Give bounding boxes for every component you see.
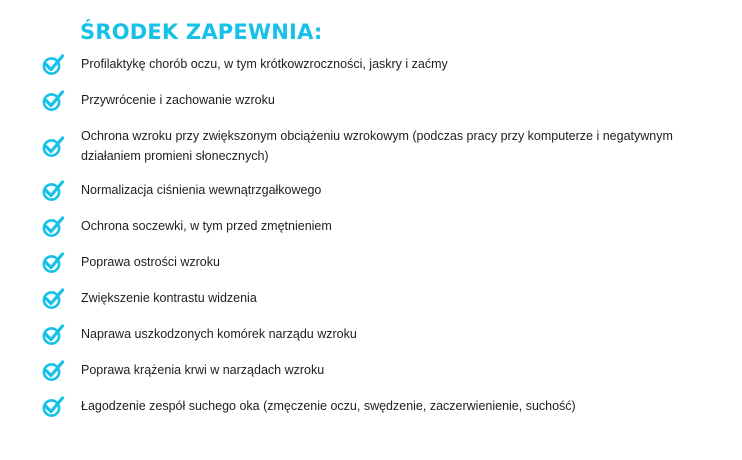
check-circle-icon <box>41 180 65 202</box>
check-circle-icon <box>41 216 65 238</box>
check-circle-icon <box>41 136 65 158</box>
benefit-text: Naprawa uszkodzonych komórek narządu wzroku <box>81 327 357 341</box>
check-circle-icon <box>41 252 65 274</box>
check-circle-icon <box>41 396 65 418</box>
check-circle-icon <box>41 288 65 310</box>
check-circle-icon <box>41 360 65 382</box>
benefit-text: Poprawa krążenia krwi w narządach wzroku <box>81 363 325 377</box>
benefit-text: Przywrócenie i zachowanie wzroku <box>81 93 275 107</box>
benefit-text: Profilaktykę chorób oczu, w tym krótkowzroczności, jaskry i zaćmy <box>81 57 448 71</box>
check-circle-icon <box>41 324 65 346</box>
benefit-text: Zwiększenie kontrastu widzenia <box>81 291 257 305</box>
benefit-text: Łagodzenie zespół suchego oka (zmęczenie oczu, swędzenie, zaczerwienienie, suchość) <box>81 399 576 413</box>
benefit-text: Poprawa ostrości wzroku <box>81 255 220 269</box>
benefit-text: Ochrona wzroku przy zwiększonym obciążeniu wzrokowym (podczas pracy przy komputerze i negatywnym działaniem promieni słonecznych) <box>81 129 673 163</box>
benefit-text: Ochrona soczewki, w tym przed zmętnieniem <box>81 219 332 233</box>
section-title: ŚRODEK ZAPEWNIA: <box>80 20 323 44</box>
benefit-text: Normalizacja ciśnienia wewnątrzgałkowego <box>81 183 322 197</box>
check-circle-icon <box>41 54 65 76</box>
check-circle-icon <box>41 90 65 112</box>
